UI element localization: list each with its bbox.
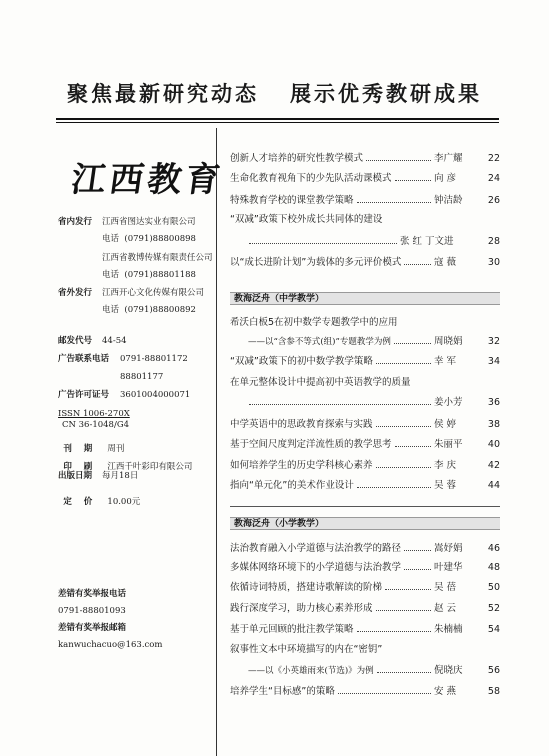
toc-title-line[interactable]: 在单元整体设计中提高初中英语教学的质量 [230, 377, 411, 388]
toc-author: 李 庆 [434, 460, 457, 471]
phone-3: (0791)88800892 [124, 305, 196, 315]
toc-title: 基于空间尺度判定洋流性质的教学思考 [230, 439, 392, 450]
toc-author: 安 燕 [434, 686, 457, 697]
toc-title: 培养学生“目标感”的策略 [230, 686, 335, 697]
section-header-middle-school: 教海泛舟（中学教学） [230, 292, 500, 305]
toc-entry[interactable] [230, 559, 500, 573]
ad-phone-row [58, 355, 188, 364]
issn: ISSN 1006-270X [58, 409, 130, 419]
pubdate: 每月18日 [102, 471, 139, 481]
report-phone-label-row [58, 590, 126, 599]
ad-label: 广告联系电话 [58, 354, 110, 364]
issn-row [58, 410, 130, 419]
postal-code: 44-54 [102, 336, 127, 346]
toc-entry[interactable] [230, 353, 500, 367]
toc-entry[interactable] [230, 150, 500, 164]
toc-title-line[interactable]: “双减”政策下校外成长共同体的建设 [230, 214, 383, 225]
domestic-distributor-2 [58, 254, 213, 263]
printer: 江西千叶彩印有限公司 [107, 461, 193, 472]
domestic-company-1: 江西省图达实业有限公司 [102, 217, 196, 227]
toc-author: 周晓娟 [434, 336, 463, 347]
report-phone: 0791-88801093 [58, 606, 126, 616]
ad-phone-2: 88801177 [120, 372, 164, 382]
toc-entry[interactable] [230, 170, 500, 184]
toc-page: 30 [487, 257, 500, 268]
permit-row [58, 391, 190, 400]
toc-title: 如何培养学生的历史学科核心素养 [230, 460, 373, 471]
toc-page: 32 [487, 336, 500, 347]
printer-label: 印 刷 [63, 461, 93, 472]
toc-subtitle: ——以“含参不等式(组)”专题教学为例 [248, 337, 391, 347]
period-label: 刊 期 [63, 443, 93, 454]
report-email-label: 差错有奖举报邮箱 [58, 623, 127, 633]
page-slogan: 聚焦最新研究动态 展示优秀教研成果 [67, 81, 482, 106]
toc-title: 多媒体网络环境下的小学道德与法治教学 [230, 562, 402, 573]
price-label: 定 价 [63, 496, 93, 507]
toc-title: 以“成长进阶计划”为载体的多元评价模式 [230, 257, 402, 268]
toc-title: 指向“单元化”的美术作业设计 [230, 480, 354, 491]
toc-page: 28 [487, 236, 500, 247]
toc-page: 50 [487, 582, 500, 593]
toc-page: 36 [487, 397, 500, 408]
toc-title: 基于单元回顾的批注教学策略 [230, 624, 354, 635]
toc-title-line[interactable]: 叙事性文本中环境描写的内在“密钥” [230, 644, 383, 655]
toc-title: 践行深度学习，助力核心素养形成 [230, 603, 373, 614]
section-divider [230, 506, 500, 507]
toc-page: 58 [487, 686, 500, 697]
toc-page: 56 [487, 665, 500, 676]
toc-page: 54 [487, 624, 500, 635]
toc-author: 赵 云 [434, 603, 457, 614]
toc-entry-continued[interactable] [230, 233, 500, 247]
toc-entry-continued[interactable] [230, 394, 500, 408]
section-header-primary-school: 教海泛舟（小学教学） [230, 517, 500, 530]
postal-label: 邮发代号 [58, 336, 93, 346]
report-email-label-row [58, 624, 126, 633]
permit-number: 3601004000071 [120, 390, 191, 400]
report-phone-row [58, 607, 126, 616]
phone-label-2: 电话 [102, 270, 120, 280]
overseas-company: 江西开心文化传媒有限公司 [102, 288, 205, 298]
cn-row [62, 421, 129, 430]
magazine-logo: 江西教育 [68, 160, 227, 200]
toc-author: 寇 薇 [434, 257, 457, 268]
toc-author: 钟洁龄 [434, 195, 463, 206]
report-email-row [58, 641, 162, 650]
toc-entry[interactable] [230, 436, 500, 450]
toc-author: 吴 蓉 [434, 480, 457, 491]
overseas-label: 省外发行 [58, 288, 93, 298]
phone-row-3 [58, 306, 196, 315]
report-email: kanwuchacuo@163.com [58, 640, 163, 650]
toc-entry[interactable] [230, 600, 500, 614]
toc-entry[interactable] [230, 621, 500, 635]
period: 周刊 [107, 443, 125, 454]
phone-label-1: 电话 [102, 234, 120, 244]
domestic-distributor-1 [58, 218, 196, 227]
toc-author: 倪晓庆 [434, 665, 463, 676]
period-row [58, 436, 124, 453]
toc-entry[interactable] [230, 192, 500, 206]
domestic-company-2: 江西省教博传媒有限责任公司 [102, 253, 213, 263]
ad-phone-row-2 [120, 373, 163, 382]
toc-page: 22 [487, 153, 500, 164]
toc-author: 向 彦 [434, 173, 457, 184]
toc-entry[interactable] [230, 333, 500, 347]
permit-label: 广告许可证号 [58, 390, 110, 400]
phone-label-3: 电话 [102, 305, 120, 315]
phone-row-1 [58, 235, 196, 244]
toc-title: 中学英语中的思政教育探索与实践 [230, 419, 373, 430]
toc-author: 叶建华 [434, 562, 463, 573]
toc-entry[interactable] [230, 477, 500, 491]
toc-author: 朱楠楠 [434, 624, 463, 635]
toc-page: 42 [487, 460, 500, 471]
header-rule-thin [56, 122, 499, 123]
phone-2: (0791)88801188 [124, 270, 196, 280]
toc-entry[interactable] [230, 683, 500, 697]
toc-subtitle: ——以《小英雄雨来(节选)》为例 [248, 666, 374, 676]
toc-author: 朱丽平 [434, 439, 463, 450]
toc-page: 24 [487, 173, 500, 184]
toc-entry[interactable] [230, 416, 500, 430]
toc-author: 幸 军 [434, 356, 457, 367]
toc-entry[interactable] [230, 662, 500, 676]
toc-author: 吴 蓓 [434, 582, 457, 593]
toc-title: 生命化教育视角下的少先队活动课模式 [230, 173, 392, 184]
toc-page: 44 [487, 480, 500, 491]
toc-title: 依循诗词特质，搭建诗歌解读的阶梯 [230, 582, 383, 593]
domestic-label: 省内发行 [58, 217, 93, 227]
toc-entry[interactable] [230, 457, 500, 471]
toc-title: 特殊教育学校的课堂教学策略 [230, 195, 354, 206]
price: 10.00元 [107, 496, 141, 507]
toc-page: 48 [487, 562, 500, 573]
toc-page: 34 [487, 356, 500, 367]
toc-author: 侯 婷 [434, 419, 457, 430]
toc-entry[interactable] [230, 540, 500, 554]
postal-code-row [58, 337, 127, 346]
price-row [58, 489, 140, 506]
toc-title: “双减”政策下的初中数学教学策略 [230, 356, 373, 367]
toc-author: 姜小芳 [434, 397, 463, 408]
toc-author: 李广耀 [434, 153, 463, 164]
toc-title-line[interactable]: 希沃白板5在初中数学专题教学中的应用 [230, 317, 398, 328]
pubdate-row [58, 472, 138, 481]
toc-page: 40 [487, 439, 500, 450]
toc-entry[interactable] [230, 254, 500, 268]
toc-page: 26 [487, 195, 500, 206]
toc-author: 张 红 丁文进 [400, 236, 454, 247]
pubdate-label: 出版日期 [58, 471, 93, 481]
toc-title: 法治教育融入小学道德与法治教学的路径 [230, 543, 402, 554]
column-divider [216, 128, 217, 756]
header-rule [56, 118, 499, 120]
toc-entry[interactable] [230, 579, 500, 593]
toc-page: 46 [487, 543, 500, 554]
toc-page: 38 [487, 419, 500, 430]
toc-title: 创新人才培养的研究性教学模式 [230, 153, 364, 164]
phone-1: (0791)88800898 [124, 234, 196, 244]
phone-row-2 [58, 271, 196, 280]
overseas-distributor [58, 289, 204, 298]
toc-author: 嵩妤娟 [434, 543, 463, 554]
report-phone-label: 差错有奖举报电话 [58, 589, 127, 599]
cn-number: CN 36-1048/G4 [62, 420, 130, 430]
toc-page: 52 [487, 603, 500, 614]
ad-phone-1: 0791-88801172 [120, 354, 188, 364]
printer-row [58, 454, 192, 471]
